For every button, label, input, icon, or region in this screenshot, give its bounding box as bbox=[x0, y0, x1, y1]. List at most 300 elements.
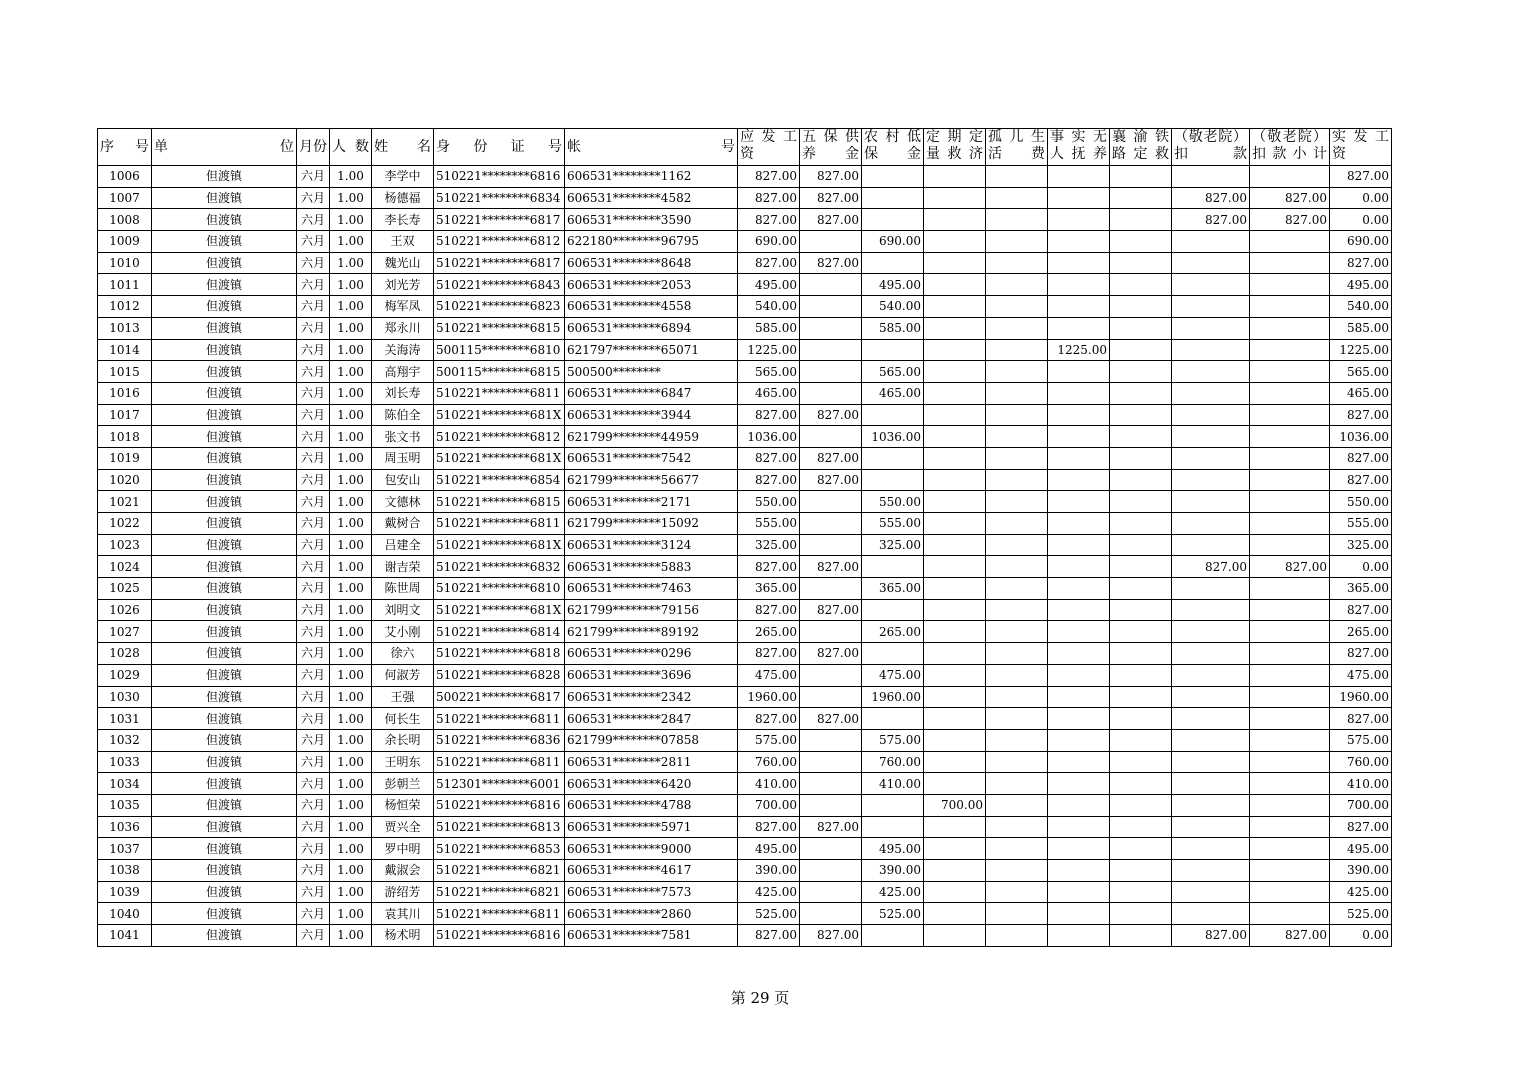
table-cell: 621797********65071 bbox=[565, 339, 738, 361]
table-cell bbox=[1048, 556, 1110, 578]
table-cell: 1.00 bbox=[330, 361, 372, 383]
column-header bbox=[152, 129, 297, 166]
table-cell bbox=[862, 794, 924, 816]
table-cell bbox=[924, 187, 986, 209]
table-cell bbox=[800, 729, 862, 751]
table-cell bbox=[1110, 274, 1172, 296]
table-cell: 但渡镇 bbox=[152, 838, 297, 860]
table-cell: 六月 bbox=[297, 513, 330, 535]
table-row bbox=[98, 816, 1392, 838]
table-cell bbox=[1110, 794, 1172, 816]
table-cell bbox=[1110, 751, 1172, 773]
table-cell bbox=[924, 382, 986, 404]
payroll-sheet bbox=[97, 128, 1392, 947]
table-cell: 六月 bbox=[297, 708, 330, 730]
table-cell: 827.00 bbox=[738, 643, 800, 665]
table-cell bbox=[1048, 209, 1110, 231]
table-cell: 但渡镇 bbox=[152, 187, 297, 209]
table-cell: 但渡镇 bbox=[152, 252, 297, 274]
table-cell: 575.00 bbox=[738, 729, 800, 751]
column-header-line1: 孤 儿 生 bbox=[988, 129, 1045, 145]
table-cell bbox=[986, 686, 1048, 708]
table-cell: 390.00 bbox=[738, 860, 800, 882]
table-cell: 梅军凤 bbox=[372, 296, 434, 318]
table-cell: 827.00 bbox=[738, 166, 800, 188]
table-row bbox=[98, 621, 1392, 643]
table-cell bbox=[1172, 816, 1250, 838]
column-header bbox=[986, 129, 1048, 166]
table-cell: 510221********6828 bbox=[434, 664, 565, 686]
table-cell bbox=[924, 361, 986, 383]
table-cell: 1.00 bbox=[330, 838, 372, 860]
table-cell: 1.00 bbox=[330, 404, 372, 426]
table-cell bbox=[924, 621, 986, 643]
table-cell bbox=[924, 599, 986, 621]
table-cell bbox=[986, 578, 1048, 600]
table-cell: 1.00 bbox=[330, 860, 372, 882]
table-cell: 1025 bbox=[98, 578, 152, 600]
table-row bbox=[98, 447, 1392, 469]
table-cell bbox=[1172, 643, 1250, 665]
table-cell bbox=[862, 708, 924, 730]
table-cell: 但渡镇 bbox=[152, 447, 297, 469]
table-cell: 李长寿 bbox=[372, 209, 434, 231]
table-cell bbox=[1110, 556, 1172, 578]
table-cell bbox=[1110, 925, 1172, 947]
table-cell: 500115********6810 bbox=[434, 339, 565, 361]
table-cell bbox=[1048, 621, 1110, 643]
table-cell bbox=[924, 296, 986, 318]
table-cell bbox=[862, 599, 924, 621]
table-cell: 但渡镇 bbox=[152, 513, 297, 535]
table-cell: 吕建全 bbox=[372, 534, 434, 556]
table-cell: 1036.00 bbox=[738, 426, 800, 448]
table-cell bbox=[1110, 296, 1172, 318]
table-cell: 六月 bbox=[297, 252, 330, 274]
column-header-line1: 帐 号 bbox=[567, 139, 735, 155]
table-cell: 827.00 bbox=[800, 166, 862, 188]
table-cell bbox=[1110, 317, 1172, 339]
table-cell: 827.00 bbox=[1330, 469, 1392, 491]
table-cell: 495.00 bbox=[1330, 274, 1392, 296]
table-cell: 510221********6812 bbox=[434, 231, 565, 253]
table-cell bbox=[862, 339, 924, 361]
table-cell: 606531********3124 bbox=[565, 534, 738, 556]
table-cell: 606531********2860 bbox=[565, 903, 738, 925]
table-cell bbox=[924, 578, 986, 600]
table-cell: 1007 bbox=[98, 187, 152, 209]
table-cell bbox=[986, 361, 1048, 383]
table-cell: 500115********6815 bbox=[434, 361, 565, 383]
table-cell: 但渡镇 bbox=[152, 166, 297, 188]
table-cell bbox=[1250, 404, 1330, 426]
table-cell bbox=[800, 339, 862, 361]
table-cell: 540.00 bbox=[1330, 296, 1392, 318]
table-cell: 425.00 bbox=[862, 881, 924, 903]
table-cell: 陈世周 bbox=[372, 578, 434, 600]
column-header bbox=[434, 129, 565, 166]
table-cell: 585.00 bbox=[862, 317, 924, 339]
table-cell: 510221********6811 bbox=[434, 708, 565, 730]
table-cell bbox=[1172, 881, 1250, 903]
table-cell bbox=[924, 534, 986, 556]
table-cell: 585.00 bbox=[1330, 317, 1392, 339]
table-row bbox=[98, 881, 1392, 903]
table-row bbox=[98, 903, 1392, 925]
table-cell bbox=[800, 794, 862, 816]
table-cell bbox=[1172, 404, 1250, 426]
table-cell bbox=[1172, 339, 1250, 361]
table-cell bbox=[1110, 621, 1172, 643]
table-cell: 510221********6834 bbox=[434, 187, 565, 209]
table-cell bbox=[986, 404, 1048, 426]
table-cell bbox=[862, 816, 924, 838]
table-cell: 540.00 bbox=[862, 296, 924, 318]
table-cell: 565.00 bbox=[862, 361, 924, 383]
table-cell: 606531********2053 bbox=[565, 274, 738, 296]
table-cell bbox=[986, 599, 1048, 621]
table-cell bbox=[1110, 599, 1172, 621]
table-row bbox=[98, 708, 1392, 730]
table-cell: 六月 bbox=[297, 578, 330, 600]
table-cell bbox=[800, 751, 862, 773]
table-cell: 1032 bbox=[98, 729, 152, 751]
table-cell: 徐六 bbox=[372, 643, 434, 665]
table-cell: 六月 bbox=[297, 556, 330, 578]
table-cell bbox=[862, 252, 924, 274]
table-cell bbox=[924, 708, 986, 730]
table-cell bbox=[1048, 166, 1110, 188]
table-cell bbox=[986, 534, 1048, 556]
table-cell: 六月 bbox=[297, 404, 330, 426]
table-cell bbox=[1250, 860, 1330, 882]
table-cell bbox=[1172, 621, 1250, 643]
table-cell: 827.00 bbox=[1330, 816, 1392, 838]
table-cell: 827.00 bbox=[1330, 166, 1392, 188]
column-header-line1: 姓 名 bbox=[374, 139, 431, 155]
table-cell: 1.00 bbox=[330, 447, 372, 469]
table-cell: 1015 bbox=[98, 361, 152, 383]
table-cell: 700.00 bbox=[924, 794, 986, 816]
table-cell bbox=[986, 187, 1048, 209]
table-cell: 魏光山 bbox=[372, 252, 434, 274]
column-header-line1: 应 发 工 bbox=[740, 129, 797, 145]
table-cell: 刘光芳 bbox=[372, 274, 434, 296]
table-cell: 1.00 bbox=[330, 621, 372, 643]
table-cell bbox=[1048, 274, 1110, 296]
table-cell: 510221********6853 bbox=[434, 838, 565, 860]
table-cell bbox=[924, 773, 986, 795]
table-cell: 李学中 bbox=[372, 166, 434, 188]
table-cell: 1031 bbox=[98, 708, 152, 730]
table-cell: 827.00 bbox=[738, 404, 800, 426]
table-cell: 606531********1162 bbox=[565, 166, 738, 188]
table-cell: 390.00 bbox=[862, 860, 924, 882]
table-cell bbox=[986, 881, 1048, 903]
table-cell bbox=[1048, 643, 1110, 665]
table-cell bbox=[1048, 404, 1110, 426]
table-cell: 六月 bbox=[297, 903, 330, 925]
table-cell bbox=[1048, 664, 1110, 686]
table-cell: 1.00 bbox=[330, 794, 372, 816]
table-cell: 827.00 bbox=[800, 447, 862, 469]
table-cell: 606531********4617 bbox=[565, 860, 738, 882]
table-cell bbox=[1048, 447, 1110, 469]
table-cell: 六月 bbox=[297, 296, 330, 318]
table-row bbox=[98, 166, 1392, 188]
table-cell bbox=[1172, 664, 1250, 686]
table-cell: 525.00 bbox=[1330, 903, 1392, 925]
table-cell: 606531********2342 bbox=[565, 686, 738, 708]
column-header bbox=[372, 129, 434, 166]
table-cell bbox=[986, 903, 1048, 925]
table-cell bbox=[986, 209, 1048, 231]
table-cell: 1035 bbox=[98, 794, 152, 816]
table-cell: 六月 bbox=[297, 860, 330, 882]
table-cell bbox=[924, 664, 986, 686]
table-cell: 六月 bbox=[297, 881, 330, 903]
table-cell: 510221********6812 bbox=[434, 426, 565, 448]
table-cell bbox=[924, 860, 986, 882]
table-cell: 500221********6817 bbox=[434, 686, 565, 708]
table-cell: 1027 bbox=[98, 621, 152, 643]
column-header-line2: 路定救 bbox=[1112, 146, 1169, 162]
table-cell: 606531********2847 bbox=[565, 708, 738, 730]
table-cell bbox=[1048, 925, 1110, 947]
table-cell: 1019 bbox=[98, 447, 152, 469]
table-cell: 1.00 bbox=[330, 534, 372, 556]
column-header-line1: 月份 bbox=[299, 139, 327, 155]
table-cell bbox=[986, 274, 1048, 296]
table-row bbox=[98, 404, 1392, 426]
table-cell: 但渡镇 bbox=[152, 729, 297, 751]
table-cell bbox=[1110, 664, 1172, 686]
table-cell: 杨恒荣 bbox=[372, 794, 434, 816]
table-cell: 555.00 bbox=[1330, 513, 1392, 535]
table-cell: 1.00 bbox=[330, 751, 372, 773]
table-cell: 621799********79156 bbox=[565, 599, 738, 621]
column-header-line2: 量救济 bbox=[926, 146, 983, 162]
table-cell: 606531********2171 bbox=[565, 491, 738, 513]
table-cell: 827.00 bbox=[800, 404, 862, 426]
table-cell: 510221********6815 bbox=[434, 317, 565, 339]
table-row bbox=[98, 317, 1392, 339]
table-cell: 700.00 bbox=[1330, 794, 1392, 816]
column-header-line1: （敬老院） bbox=[1252, 129, 1327, 145]
table-cell bbox=[986, 166, 1048, 188]
table-cell: 但渡镇 bbox=[152, 599, 297, 621]
table-cell: 但渡镇 bbox=[152, 317, 297, 339]
table-cell: 1026 bbox=[98, 599, 152, 621]
table-cell bbox=[800, 838, 862, 860]
table-cell: 606531********5883 bbox=[565, 556, 738, 578]
table-cell bbox=[1172, 578, 1250, 600]
table-cell: 827.00 bbox=[1172, 209, 1250, 231]
table-cell bbox=[1250, 296, 1330, 318]
table-cell: 827.00 bbox=[1250, 209, 1330, 231]
table-cell: 1041 bbox=[98, 925, 152, 947]
table-cell bbox=[1048, 296, 1110, 318]
table-cell bbox=[924, 274, 986, 296]
column-header bbox=[800, 129, 862, 166]
table-cell: 0.00 bbox=[1330, 925, 1392, 947]
table-cell: 265.00 bbox=[862, 621, 924, 643]
table-cell: 1024 bbox=[98, 556, 152, 578]
table-cell: 余长明 bbox=[372, 729, 434, 751]
table-cell: 六月 bbox=[297, 838, 330, 860]
table-cell bbox=[924, 447, 986, 469]
table-cell: 760.00 bbox=[862, 751, 924, 773]
table-cell: 827.00 bbox=[738, 447, 800, 469]
table-cell: 827.00 bbox=[1172, 556, 1250, 578]
table-cell: 540.00 bbox=[738, 296, 800, 318]
table-cell: 王明东 bbox=[372, 751, 434, 773]
table-cell: 何长生 bbox=[372, 708, 434, 730]
table-cell: 622180********96795 bbox=[565, 231, 738, 253]
table-cell: 1.00 bbox=[330, 426, 372, 448]
table-cell bbox=[1110, 578, 1172, 600]
table-cell bbox=[1110, 838, 1172, 860]
table-cell bbox=[1172, 903, 1250, 925]
table-cell: 1225.00 bbox=[1330, 339, 1392, 361]
table-cell: 621799********07858 bbox=[565, 729, 738, 751]
table-cell: 465.00 bbox=[738, 382, 800, 404]
table-cell: 1.00 bbox=[330, 664, 372, 686]
table-cell: 510221********6816 bbox=[434, 925, 565, 947]
page-number: 第 29 页 bbox=[730, 989, 790, 1007]
table-cell: 六月 bbox=[297, 231, 330, 253]
table-cell: 但渡镇 bbox=[152, 404, 297, 426]
table-cell bbox=[800, 231, 862, 253]
table-cell: 1.00 bbox=[330, 317, 372, 339]
table-cell bbox=[1250, 534, 1330, 556]
table-cell: 827.00 bbox=[738, 209, 800, 231]
table-cell: 510221********6811 bbox=[434, 903, 565, 925]
table-cell: 但渡镇 bbox=[152, 708, 297, 730]
table-cell: 425.00 bbox=[1330, 881, 1392, 903]
table-row bbox=[98, 426, 1392, 448]
table-cell: 游绍芳 bbox=[372, 881, 434, 903]
table-row bbox=[98, 686, 1392, 708]
table-cell: 但渡镇 bbox=[152, 664, 297, 686]
table-row bbox=[98, 556, 1392, 578]
table-cell bbox=[1110, 729, 1172, 751]
table-cell: 606531********4788 bbox=[565, 794, 738, 816]
table-cell: 但渡镇 bbox=[152, 534, 297, 556]
table-cell: 1018 bbox=[98, 426, 152, 448]
table-cell: 但渡镇 bbox=[152, 491, 297, 513]
table-cell: 510221********6811 bbox=[434, 513, 565, 535]
table-cell bbox=[986, 838, 1048, 860]
table-row bbox=[98, 339, 1392, 361]
table-cell: 但渡镇 bbox=[152, 274, 297, 296]
table-cell bbox=[1110, 209, 1172, 231]
table-cell: 但渡镇 bbox=[152, 686, 297, 708]
table-cell bbox=[924, 881, 986, 903]
table-cell bbox=[1172, 296, 1250, 318]
table-cell bbox=[1172, 361, 1250, 383]
table-cell: 525.00 bbox=[738, 903, 800, 925]
table-cell bbox=[800, 881, 862, 903]
table-cell: 475.00 bbox=[738, 664, 800, 686]
table-cell bbox=[800, 382, 862, 404]
table-cell: 1.00 bbox=[330, 209, 372, 231]
table-cell bbox=[862, 166, 924, 188]
table-cell bbox=[800, 534, 862, 556]
table-cell bbox=[924, 231, 986, 253]
table-cell: 但渡镇 bbox=[152, 209, 297, 231]
table-cell bbox=[1172, 491, 1250, 513]
table-cell bbox=[1048, 578, 1110, 600]
table-cell bbox=[862, 643, 924, 665]
table-cell bbox=[1250, 621, 1330, 643]
table-cell: 六月 bbox=[297, 426, 330, 448]
table-cell: 555.00 bbox=[862, 513, 924, 535]
table-cell: 510221********6814 bbox=[434, 621, 565, 643]
table-cell: 1037 bbox=[98, 838, 152, 860]
table-cell: 六月 bbox=[297, 925, 330, 947]
table-cell: 410.00 bbox=[862, 773, 924, 795]
table-cell: 1.00 bbox=[330, 187, 372, 209]
table-cell: 六月 bbox=[297, 751, 330, 773]
table-cell: 1033 bbox=[98, 751, 152, 773]
table-cell: 1225.00 bbox=[738, 339, 800, 361]
table-cell bbox=[1250, 643, 1330, 665]
table-cell bbox=[1172, 773, 1250, 795]
table-cell: 606531********9000 bbox=[565, 838, 738, 860]
table-header-row bbox=[98, 129, 1392, 166]
table-cell: 但渡镇 bbox=[152, 881, 297, 903]
table-cell: 555.00 bbox=[738, 513, 800, 535]
table-cell bbox=[924, 686, 986, 708]
table-cell bbox=[924, 556, 986, 578]
table-cell bbox=[1048, 751, 1110, 773]
table-cell bbox=[1250, 361, 1330, 383]
table-cell bbox=[1048, 469, 1110, 491]
table-cell: 606531********6894 bbox=[565, 317, 738, 339]
table-cell bbox=[1172, 599, 1250, 621]
table-cell bbox=[1048, 491, 1110, 513]
table-row bbox=[98, 578, 1392, 600]
table-cell bbox=[862, 556, 924, 578]
table-cell bbox=[1048, 794, 1110, 816]
table-cell: 戴树合 bbox=[372, 513, 434, 535]
column-header-line1: （敬老院） bbox=[1174, 129, 1247, 145]
table-cell bbox=[800, 426, 862, 448]
table-row bbox=[98, 187, 1392, 209]
table-cell: 1960.00 bbox=[862, 686, 924, 708]
table-cell: 760.00 bbox=[1330, 751, 1392, 773]
table-cell: 但渡镇 bbox=[152, 751, 297, 773]
table-row bbox=[98, 382, 1392, 404]
table-cell: 827.00 bbox=[800, 252, 862, 274]
table-cell bbox=[924, 513, 986, 535]
table-cell: 但渡镇 bbox=[152, 903, 297, 925]
table-cell: 但渡镇 bbox=[152, 339, 297, 361]
table-cell bbox=[1110, 686, 1172, 708]
table-cell bbox=[986, 816, 1048, 838]
table-cell bbox=[924, 643, 986, 665]
table-cell: 1960.00 bbox=[738, 686, 800, 708]
table-cell bbox=[924, 903, 986, 925]
column-header bbox=[330, 129, 372, 166]
table-cell: 但渡镇 bbox=[152, 794, 297, 816]
table-cell: 760.00 bbox=[738, 751, 800, 773]
table-cell: 827.00 bbox=[1330, 447, 1392, 469]
table-cell bbox=[1048, 773, 1110, 795]
table-cell bbox=[986, 664, 1048, 686]
table-cell: 1040 bbox=[98, 903, 152, 925]
